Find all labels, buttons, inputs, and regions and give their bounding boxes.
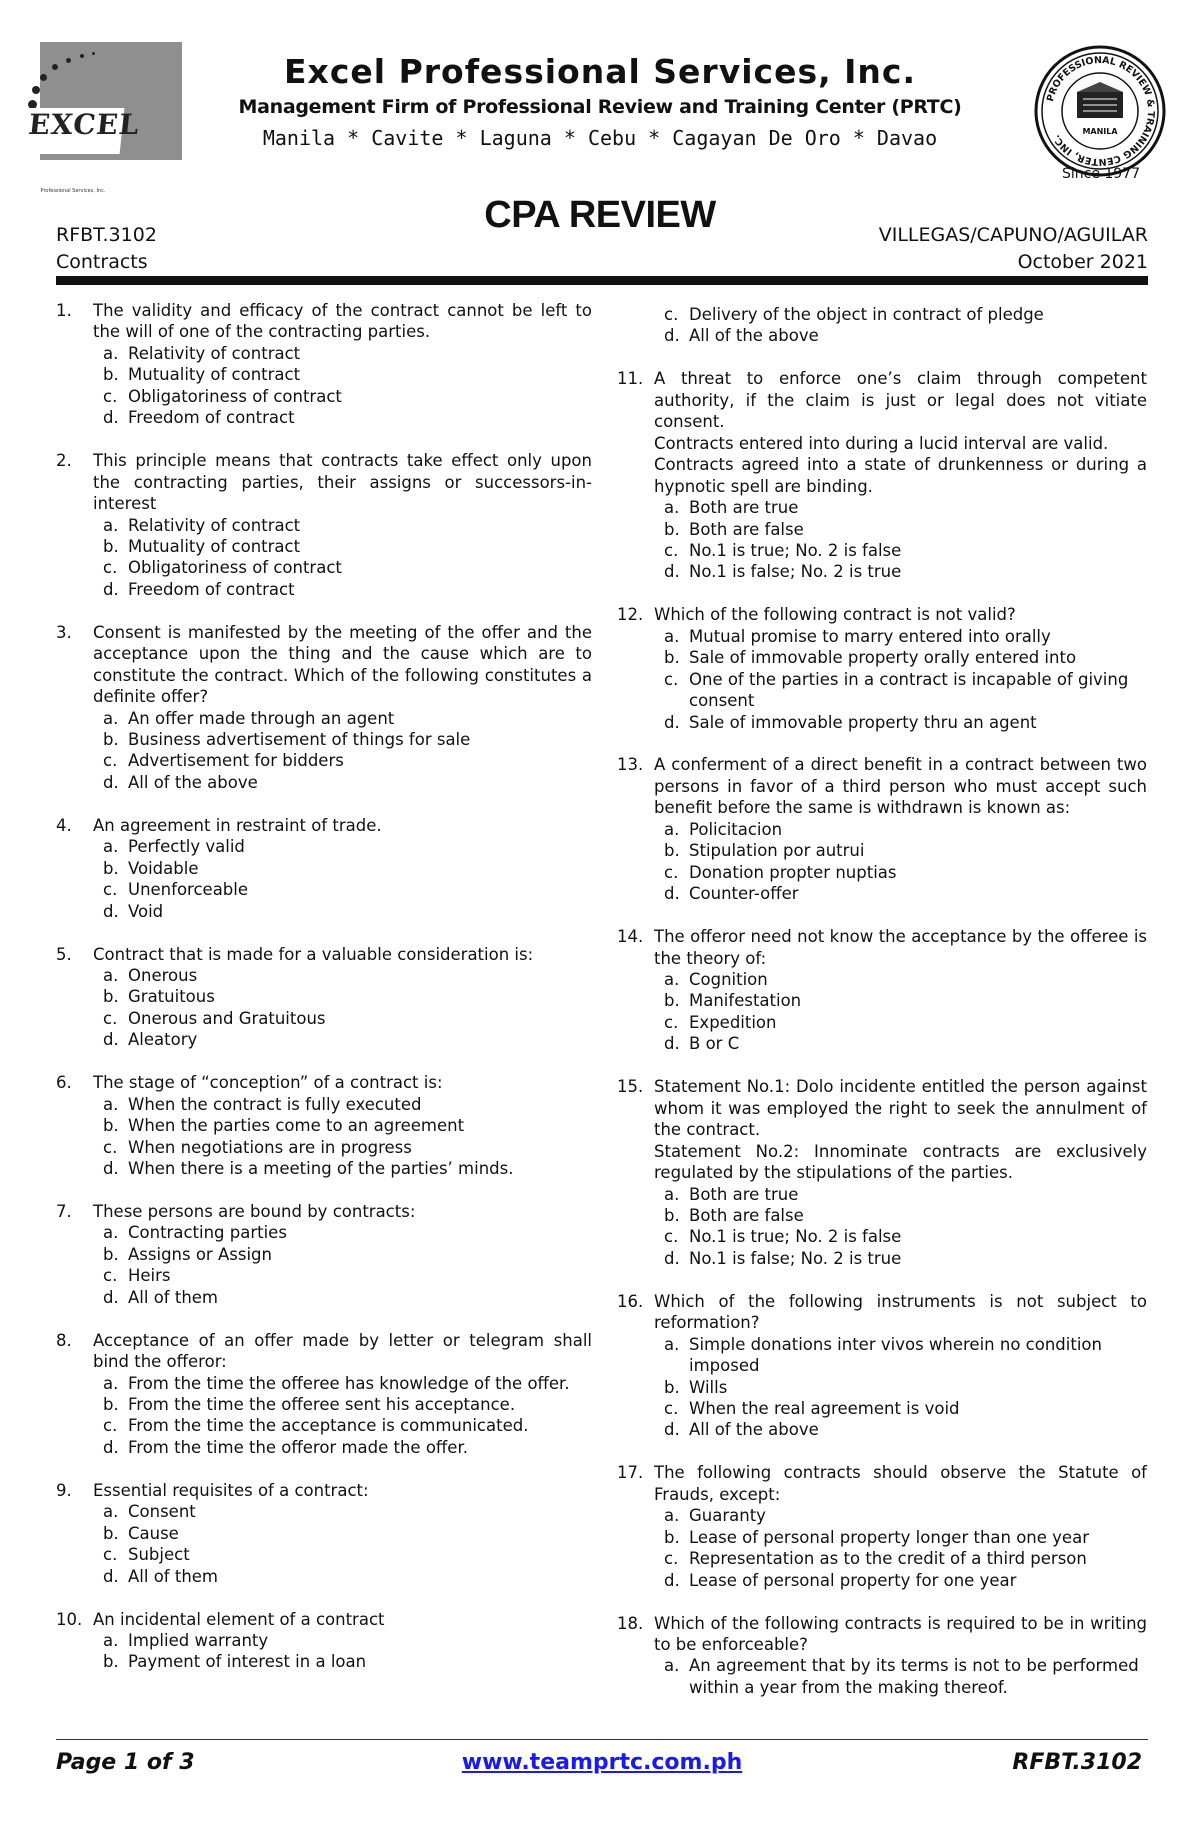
option-text: Payment of interest in a loan xyxy=(128,1652,367,1672)
answer-option xyxy=(93,879,592,900)
question-statement: Contracts agreed into a state of drunkenness or during a hypnotic spell are binding. xyxy=(654,455,1147,496)
question-item xyxy=(56,1201,592,1308)
answer-option xyxy=(93,364,592,385)
option-letter: b. xyxy=(664,841,680,861)
option-letter: a. xyxy=(664,1506,680,1526)
answer-option xyxy=(654,1419,1147,1440)
option-letter: b. xyxy=(103,858,119,878)
question-text: Consent is manifested by the meeting of the offer and the acceptance upon the thing and the cause which are to constitute the contract. Which of the following constitutes a definite offer? xyxy=(93,622,592,707)
option-letter: d. xyxy=(103,1287,119,1307)
answer-option xyxy=(93,343,592,364)
option-letter: b. xyxy=(103,1652,119,1672)
question-number: 18. xyxy=(617,1613,644,1633)
option-letter: b. xyxy=(103,536,119,556)
option-letter: a. xyxy=(664,626,680,646)
option-text: Subject xyxy=(128,1545,190,1565)
option-text: Obligatoriness of contract xyxy=(128,558,342,578)
option-text: Delivery of the object in contract of pledge xyxy=(689,305,1044,324)
answer-option xyxy=(654,969,1147,990)
question-text: Which of the following contract is not valid? xyxy=(654,605,1016,625)
option-letter: d. xyxy=(103,1437,119,1457)
option-text: Wills xyxy=(689,1377,728,1397)
option-text: Lease of personal property longer than one year xyxy=(689,1527,1089,1547)
course-subject: Contracts xyxy=(56,251,148,273)
option-letter: a. xyxy=(103,965,119,985)
question-item xyxy=(617,604,1147,733)
answer-option xyxy=(93,750,592,771)
question-statement: Contracts entered into during a lucid interval are valid. xyxy=(654,433,1109,453)
company-name: Excel Professional Services, Inc. xyxy=(284,52,916,91)
page-footer xyxy=(56,1746,1148,1782)
option-text: Expedition xyxy=(689,1012,777,1032)
question-number: 4. xyxy=(56,815,72,835)
option-text: Obligatoriness of contract xyxy=(128,386,342,406)
option-text: Guaranty xyxy=(689,1506,766,1526)
answer-option xyxy=(654,1527,1147,1548)
answer-option xyxy=(654,540,1147,561)
option-text: Contracting parties xyxy=(128,1223,287,1243)
option-letter: a. xyxy=(664,1656,680,1676)
option-text: Cause xyxy=(128,1523,179,1543)
question-number: 11. xyxy=(617,369,644,389)
option-letter: c. xyxy=(103,1008,118,1028)
answer-option xyxy=(93,1158,592,1179)
option-letter: c. xyxy=(103,1137,118,1157)
option-letter: a. xyxy=(664,819,680,839)
answer-option xyxy=(93,407,592,428)
option-letter: b. xyxy=(103,987,119,1007)
course-meta xyxy=(56,222,157,276)
answer-option xyxy=(93,965,592,986)
option-letter: b. xyxy=(664,991,680,1011)
course-code: RFBT.3102 xyxy=(56,224,157,246)
option-text: Gratuitous xyxy=(128,987,215,1007)
answer-option xyxy=(93,1437,592,1458)
option-letter: d. xyxy=(103,772,119,792)
option-text: Representation as to the credit of a third person xyxy=(689,1549,1087,1569)
answer-option xyxy=(654,304,1147,325)
answer-option xyxy=(93,772,592,793)
answer-option xyxy=(654,1033,1147,1054)
exam-date: October 2021 xyxy=(1017,251,1148,273)
option-letter: d. xyxy=(664,1570,680,1590)
question-text: Essential requisites of a contract: xyxy=(93,1480,369,1500)
option-letter: b. xyxy=(103,730,119,750)
option-letter: a. xyxy=(103,515,119,535)
answer-option xyxy=(654,1548,1147,1569)
option-letter: d. xyxy=(664,1034,680,1054)
question-item xyxy=(617,1076,1147,1269)
option-text: All of the above xyxy=(689,1420,819,1440)
question-number: 5. xyxy=(56,944,72,964)
left-column xyxy=(56,300,592,1694)
answer-option xyxy=(93,1244,592,1265)
question-text: The following contracts should observe the Statute of Frauds, except: xyxy=(654,1463,1147,1504)
option-letter: c. xyxy=(664,1012,679,1032)
option-text: No.1 is false; No. 2 is true xyxy=(689,1248,902,1268)
answer-option xyxy=(93,1115,592,1136)
answer-option xyxy=(654,1398,1147,1419)
option-text: Implied warranty xyxy=(128,1630,269,1650)
option-letter: c. xyxy=(664,1549,679,1569)
option-letter: c. xyxy=(103,386,118,406)
question-text: The validity and efficacy of the contract cannot be left to the will of one of the contracting parties. xyxy=(93,301,592,342)
website-link[interactable]: www.teamprtc.com.ph xyxy=(461,1750,743,1775)
option-letter: b. xyxy=(103,365,119,385)
answer-option xyxy=(654,1570,1147,1591)
option-text: Assigns or Assign xyxy=(128,1244,272,1264)
question-item xyxy=(617,754,1147,904)
question-item xyxy=(56,1609,592,1673)
question-number: 15. xyxy=(617,1077,644,1097)
answer-option xyxy=(93,386,592,407)
right-column xyxy=(617,304,1147,1720)
answer-option xyxy=(654,840,1147,861)
option-text: Both are false xyxy=(689,1205,804,1225)
answer-option xyxy=(654,626,1147,647)
option-letter: a. xyxy=(103,708,119,728)
option-text: Sale of immovable property orally entered into xyxy=(689,648,1077,668)
question-item xyxy=(56,1072,592,1179)
option-text: When the contract is fully executed xyxy=(128,1094,422,1114)
question-item xyxy=(56,622,592,794)
answer-option xyxy=(93,1394,592,1415)
question-item xyxy=(617,1291,1147,1441)
answer-option xyxy=(93,1287,592,1308)
option-letter: d. xyxy=(103,1159,119,1179)
option-letter: c. xyxy=(103,558,118,578)
option-letter: c. xyxy=(103,751,118,771)
answer-option xyxy=(654,1334,1147,1377)
answer-option xyxy=(654,1012,1147,1033)
option-letter: a. xyxy=(103,1094,119,1114)
company-management: Management Firm of Professional Review and Training Center (PRTC) xyxy=(238,96,962,118)
question-number: 13. xyxy=(617,755,644,775)
option-text: Freedom of contract xyxy=(128,408,295,428)
option-letter: b. xyxy=(664,519,680,539)
footer-code: RFBT.3102 xyxy=(1012,1750,1142,1775)
answer-option xyxy=(93,515,592,536)
question-text: Which of the following contracts is required to be in writing to be enforceable? xyxy=(654,1613,1147,1654)
question-item xyxy=(56,450,592,600)
option-text: Cognition xyxy=(689,969,768,989)
option-letter: b. xyxy=(664,1527,680,1547)
option-letter: b. xyxy=(103,1244,119,1264)
option-letter: b. xyxy=(664,1205,680,1225)
option-text: Manifestation xyxy=(689,991,802,1011)
option-letter: c. xyxy=(664,305,679,324)
answer-option xyxy=(93,858,592,879)
company-block xyxy=(200,52,1000,154)
answer-option xyxy=(93,1630,592,1651)
question-text: A threat to enforce one’s claim through competent authority, if the claim is just or legal does not vitiate consent. xyxy=(654,369,1147,432)
answer-option xyxy=(93,1137,592,1158)
option-letter: c. xyxy=(103,880,118,900)
option-text: Unenforceable xyxy=(128,880,249,900)
option-letter: b. xyxy=(103,1395,119,1414)
question-item xyxy=(617,368,1147,583)
option-text: When negotiations are in progress xyxy=(128,1137,412,1157)
logo-brand-text: EXCEL xyxy=(26,108,125,154)
question-item xyxy=(617,926,1147,1055)
option-letter: c. xyxy=(103,1416,118,1436)
option-text: Both are true xyxy=(689,498,799,518)
answer-option xyxy=(93,1566,592,1587)
option-letter: a. xyxy=(103,837,119,857)
option-letter: d. xyxy=(664,712,680,732)
answer-option xyxy=(93,836,592,857)
question-text: An agreement in restraint of trade. xyxy=(93,815,382,835)
answer-option xyxy=(93,1094,592,1115)
answer-option xyxy=(93,1008,592,1029)
option-text: Onerous and Gratuitous xyxy=(128,1008,326,1028)
option-letter: a. xyxy=(664,1334,680,1354)
option-letter: d. xyxy=(664,1420,680,1440)
option-text: Mutual promise to marry entered into orally xyxy=(689,626,1051,646)
question-number: 12. xyxy=(617,605,644,625)
option-letter: d. xyxy=(103,1566,119,1586)
page-number: Page 1 of 3 xyxy=(56,1750,195,1775)
logo-subtext: Professional Services, Inc. xyxy=(40,188,106,194)
option-letter: d. xyxy=(103,901,119,921)
option-text: Voidable xyxy=(128,858,199,878)
option-text: All of them xyxy=(128,1566,219,1586)
answer-option xyxy=(93,1373,592,1394)
question-number: 7. xyxy=(56,1201,72,1221)
question-text: This principle means that contracts take effect only upon the contracting parties, their assigns or successors-in-interest xyxy=(93,451,592,514)
option-letter: d. xyxy=(664,1248,680,1268)
option-text: Policitacion xyxy=(689,819,783,839)
answer-option xyxy=(654,712,1147,733)
answer-option xyxy=(93,1523,592,1544)
option-text: All of the above xyxy=(689,326,819,346)
option-letter: c. xyxy=(103,1266,118,1286)
option-text: Donation propter nuptias xyxy=(689,862,897,882)
question-number: 8. xyxy=(56,1330,72,1350)
question-number: 1. xyxy=(56,301,72,320)
question-number: 9. xyxy=(56,1480,72,1500)
option-text: From the time the offeree has knowledge of the offer. xyxy=(128,1373,570,1393)
option-letter: a. xyxy=(103,1502,119,1522)
option-letter: b. xyxy=(103,1523,119,1543)
option-text: One of the parties in a contract is incapable of giving consent xyxy=(689,669,1129,711)
answer-option xyxy=(654,561,1147,582)
answer-option xyxy=(93,986,592,1007)
answer-option xyxy=(654,862,1147,883)
option-text: B or C xyxy=(689,1034,740,1054)
question-number: 16. xyxy=(617,1291,644,1311)
authors: VILLEGAS/CAPUNO/AGUILAR xyxy=(878,224,1148,246)
option-text: All of them xyxy=(128,1287,219,1307)
option-text: Simple donations inter vivos wherein no condition imposed xyxy=(689,1334,1102,1376)
answer-option xyxy=(654,497,1147,518)
question-number: 14. xyxy=(617,927,644,947)
option-text: No.1 is true; No. 2 is false xyxy=(689,1227,902,1247)
answer-option xyxy=(93,1651,592,1672)
option-text: Counter-offer xyxy=(689,884,799,904)
option-letter: b. xyxy=(664,648,680,668)
answer-option xyxy=(654,1184,1147,1205)
question-item xyxy=(56,300,592,429)
answer-option xyxy=(654,1377,1147,1398)
option-text: An offer made through an agent xyxy=(128,708,395,728)
question-text: Acceptance of an offer made by letter or telegram shall bind the offeror: xyxy=(93,1330,592,1372)
question-text: The stage of “conception” of a contract is: xyxy=(93,1073,443,1093)
answer-option xyxy=(93,536,592,557)
company-cities: Manila * Cavite * Laguna * Cebu * Cagayan De Oro * Davao xyxy=(262,126,938,150)
answer-option xyxy=(93,1265,592,1286)
option-letter: a. xyxy=(103,1223,119,1243)
footer-rule xyxy=(56,1739,1148,1740)
option-text: From the time the offeree sent his acceptance. xyxy=(128,1395,516,1414)
option-letter: b. xyxy=(664,1377,680,1397)
since-year: Since 1977 xyxy=(1061,166,1141,182)
answer-option xyxy=(93,1029,592,1050)
option-text: Perfectly valid xyxy=(128,837,245,857)
answer-option xyxy=(654,1505,1147,1526)
question-number: 3. xyxy=(56,622,72,642)
answer-option xyxy=(654,883,1147,904)
option-text: Advertisement for bidders xyxy=(128,751,344,771)
question-statement: Statement No.2: Innominate contracts are exclusively regulated by the stipulations of the parties. xyxy=(654,1141,1147,1183)
question-number: 2. xyxy=(56,451,72,471)
question-item xyxy=(56,944,592,1051)
question-text: Statement No.1: Dolo incidente entitled the person against whom it was employed the right to seek the annulment of the contract. xyxy=(654,1077,1147,1140)
option-text: From the time the offeror made the offer. xyxy=(128,1437,468,1457)
option-letter: d. xyxy=(103,1030,119,1050)
question-item xyxy=(617,1613,1147,1699)
option-letter: a. xyxy=(664,498,680,518)
option-letter: a. xyxy=(664,1184,680,1204)
question-text: A conferment of a direct benefit in a contract between two persons in favor of a third person who must accept such benefit before the same is withdrawn is known as: xyxy=(654,755,1147,818)
option-text: No.1 is true; No. 2 is false xyxy=(689,540,902,560)
option-text: From the time the acceptance is communicated. xyxy=(128,1416,529,1436)
option-text: Aleatory xyxy=(128,1030,198,1050)
option-text: Consent xyxy=(128,1502,196,1522)
option-text: Stipulation por autrui xyxy=(689,841,865,861)
option-text: Heirs xyxy=(128,1266,171,1286)
question-item xyxy=(56,815,592,922)
option-text: Mutuality of contract xyxy=(128,536,301,556)
seal-city: MANILA xyxy=(1082,127,1118,136)
option-text: An agreement that by its terms is not to be performed within a year from the making thereof. xyxy=(689,1656,1139,1697)
answer-option xyxy=(93,579,592,600)
option-text: All of the above xyxy=(128,772,258,792)
question-item xyxy=(617,1462,1147,1591)
option-letter: a. xyxy=(103,1630,119,1650)
answer-option xyxy=(654,669,1147,712)
option-letter: c. xyxy=(664,1399,679,1419)
question-text: Contract that is made for a valuable consideration is: xyxy=(93,944,534,964)
option-letter: b. xyxy=(103,1116,119,1136)
page-title: CPA REVIEW xyxy=(484,194,716,236)
option-text: Lease of personal property for one year xyxy=(689,1570,1017,1590)
option-letter: d. xyxy=(103,408,119,428)
option-text: Both are true xyxy=(689,1184,799,1204)
option-letter: c. xyxy=(664,862,679,882)
option-letter: c. xyxy=(664,669,679,689)
header-rule xyxy=(56,276,1148,285)
answer-option xyxy=(654,1205,1147,1226)
question-text: Which of the following instruments is not subject to reformation? xyxy=(654,1291,1147,1333)
answer-option xyxy=(654,990,1147,1011)
answer-option xyxy=(654,519,1147,540)
answer-option xyxy=(93,1544,592,1565)
question-number: 10. xyxy=(56,1609,83,1629)
option-text: Relativity of contract xyxy=(128,343,301,363)
option-text: Mutuality of contract xyxy=(128,365,301,385)
option-text: When there is a meeting of the parties’ minds. xyxy=(128,1159,514,1179)
answer-option xyxy=(93,1501,592,1522)
option-letter: d. xyxy=(664,326,680,346)
option-text: Onerous xyxy=(128,965,198,985)
option-letter: d. xyxy=(103,579,119,599)
question-text: These persons are bound by contracts: xyxy=(93,1201,416,1221)
answer-option xyxy=(93,901,592,922)
option-text: Sale of immovable property thru an agent xyxy=(689,712,1037,732)
option-text: When the parties come to an agreement xyxy=(128,1116,465,1136)
answer-option xyxy=(93,708,592,729)
option-letter: c. xyxy=(664,1227,679,1247)
option-letter: d. xyxy=(664,884,680,904)
option-letter: d. xyxy=(664,562,680,582)
option-letter: c. xyxy=(103,1545,118,1565)
option-text: Both are false xyxy=(689,519,804,539)
option-text: Freedom of contract xyxy=(128,579,295,599)
option-letter: a. xyxy=(103,1373,119,1393)
answer-option xyxy=(93,729,592,750)
question-number: 17. xyxy=(617,1463,644,1483)
answer-option xyxy=(93,1415,592,1436)
answer-option xyxy=(654,647,1147,668)
option-letter: a. xyxy=(664,969,680,989)
answer-option xyxy=(654,819,1147,840)
option-letter: a. xyxy=(103,343,119,363)
answer-option xyxy=(93,557,592,578)
option-text: Void xyxy=(128,901,164,921)
option-text: When the real agreement is void xyxy=(689,1399,960,1419)
excel-logo xyxy=(26,42,182,194)
question-item xyxy=(56,1480,592,1587)
option-text: Business advertisement of things for sale xyxy=(128,730,471,750)
question-10-continuation xyxy=(617,304,1147,347)
question-number: 6. xyxy=(56,1073,72,1093)
question-text: The offeror need not know the acceptance by the offeree is the theory of: xyxy=(654,927,1147,968)
option-text: Relativity of contract xyxy=(128,515,301,535)
author-meta xyxy=(879,222,1148,276)
seal-ring-text: PROFESSIONAL REVIEW & TRAINING CENTER, INC. xyxy=(1044,54,1157,168)
prtc-seal xyxy=(1033,44,1167,178)
answer-option xyxy=(654,1248,1147,1269)
question-text: An incidental element of a contract xyxy=(93,1609,385,1629)
answer-option xyxy=(654,325,1147,346)
option-text: No.1 is false; No. 2 is true xyxy=(689,562,902,582)
question-item xyxy=(56,1330,592,1459)
answer-option xyxy=(93,1222,592,1243)
answer-option xyxy=(654,1226,1147,1247)
option-letter: c. xyxy=(664,540,679,560)
answer-option xyxy=(654,1655,1147,1698)
